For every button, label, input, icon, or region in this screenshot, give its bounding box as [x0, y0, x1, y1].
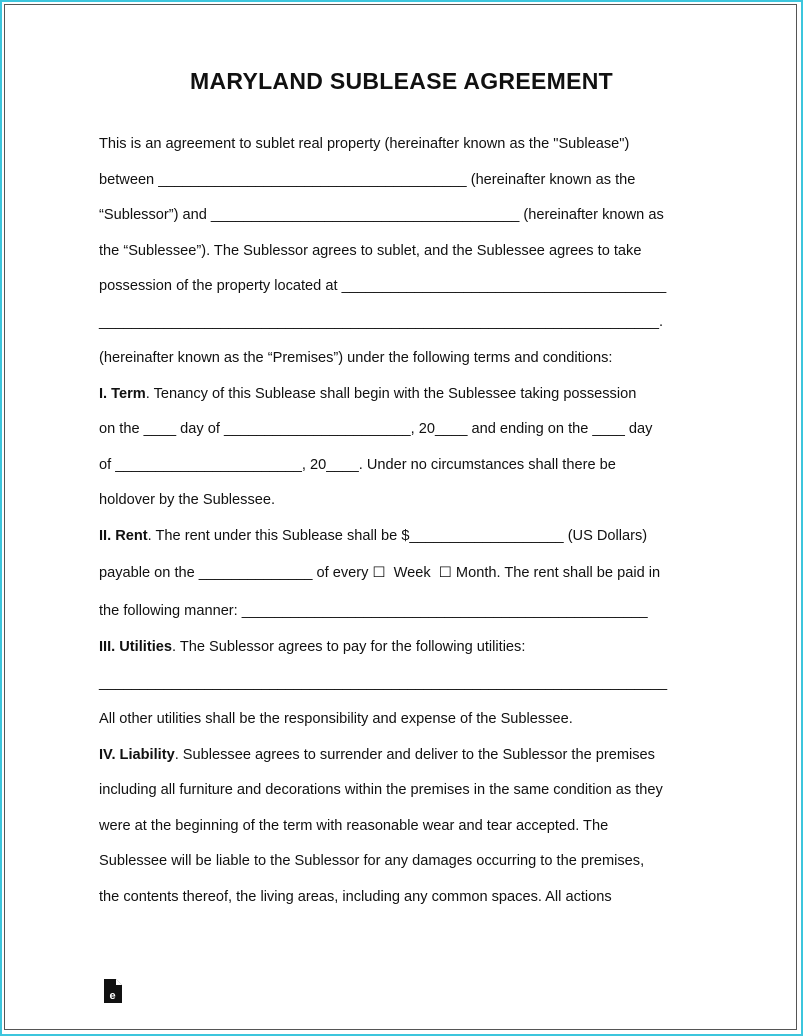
- section-heading: III. Utilities: [99, 639, 172, 655]
- body-line: of _______________________, 20____. Under no circumstances shall there be: [99, 457, 616, 473]
- body-line: “Sublessor”) and ______________________________________ (hereinafter known as: [99, 207, 664, 223]
- section-liability: IV. Liability. Sublessee agrees to surrender and deliver to the Sublessor the premises: [99, 747, 655, 763]
- svg-text:e: e: [109, 990, 116, 1002]
- body-line: the “Sublessee”). The Sublessor agrees to sublet, and the Sublessee agrees to take: [99, 243, 642, 259]
- eforms-logo-icon: [104, 979, 122, 1003]
- document-title: MARYLAND SUBLEASE AGREEMENT: [190, 68, 613, 94]
- body-line: possession of the property located at ________________________________________: [99, 278, 667, 294]
- section-term: I. Term. Tenancy of this Sublease shall begin with the Sublessee taking possession: [99, 386, 637, 402]
- section-heading: IV. Liability: [99, 747, 175, 763]
- page-border: [4, 4, 797, 1030]
- body-line: the following manner: __________________________________________________: [99, 603, 648, 619]
- section-utilities: III. Utilities. The Sublessor agrees to pay for the following utilities:: [99, 639, 526, 655]
- body-line: payable on the ______________ of every ☐ Week ☐ Month. The rent shall be paid in: [99, 565, 661, 581]
- body-line: including all furniture and decorations within the premises in the same condition as they: [99, 782, 663, 798]
- body-line: This is an agreement to sublet real property (hereinafter known as the "Sublease"): [99, 136, 630, 152]
- body-line: were at the beginning of the term with reasonable wear and tear accepted. The: [99, 818, 609, 834]
- body-line: holdover by the Sublessee.: [99, 492, 276, 508]
- body-line: ______________________________________________________________________: [99, 675, 668, 691]
- section-rent: II. Rent. The rent under this Sublease shall be $___________________ (US Dollars): [99, 528, 648, 544]
- body-line: Sublessee will be liable to the Sublessor for any damages occurring to the premises,: [99, 853, 645, 869]
- body-line: All other utilities shall be the responsibility and expense of the Sublessee.: [99, 711, 573, 727]
- body-line: between ______________________________________ (hereinafter known as the: [99, 172, 636, 188]
- section-heading: I. Term: [99, 386, 146, 402]
- body-line: the contents thereof, the living areas, including any common spaces. All actions: [99, 889, 612, 905]
- body-line: on the ____ day of _______________________, 20____ and ending on the ____ day: [99, 421, 653, 437]
- body-line: _____________________________________________________________________.: [99, 314, 664, 330]
- section-heading: II. Rent: [99, 528, 148, 544]
- body-line: (hereinafter known as the “Premises”) under the following terms and conditions:: [99, 350, 613, 366]
